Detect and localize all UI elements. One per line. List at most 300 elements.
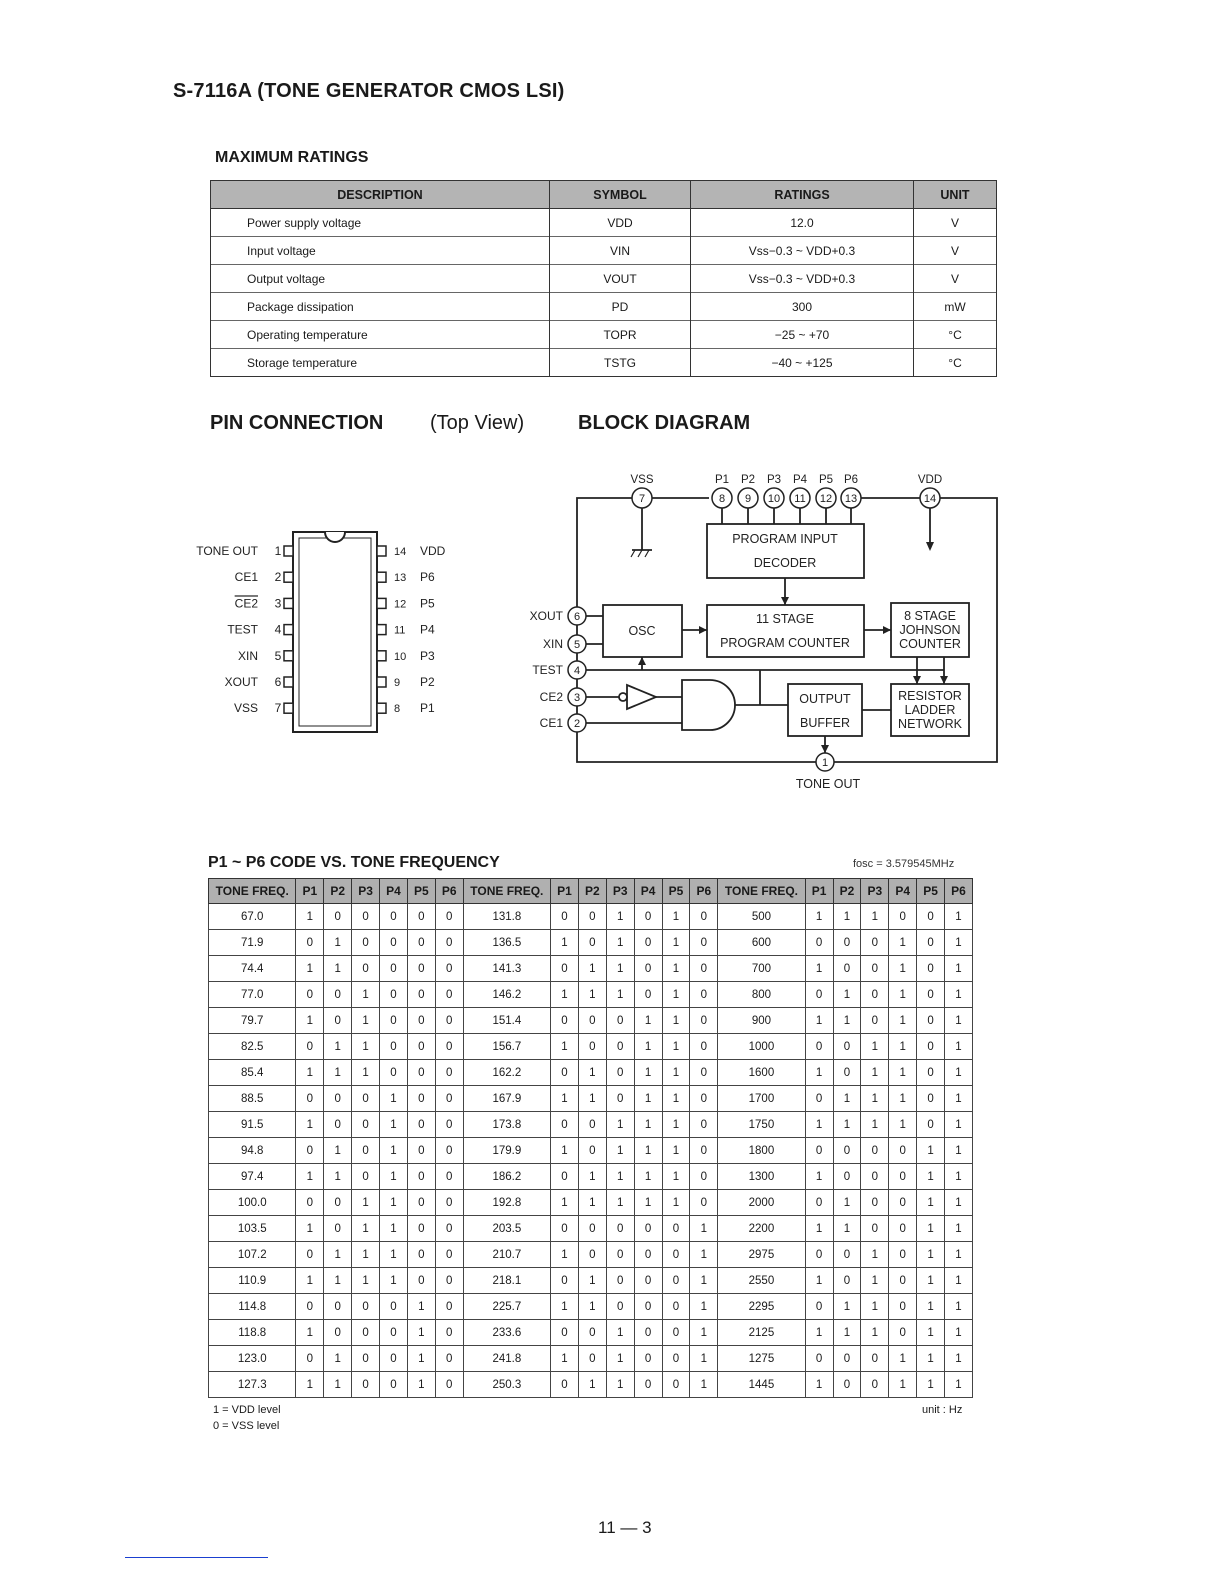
column-header: P6 [435, 879, 463, 904]
column-header: P2 [833, 879, 861, 904]
code-bit-cell: 1 [944, 904, 972, 930]
code-bit-cell: 1 [917, 1216, 945, 1242]
code-bit-cell: 1 [917, 1268, 945, 1294]
code-bit-cell: 1 [833, 1112, 861, 1138]
code-bit-cell: 0 [296, 1346, 324, 1372]
code-bit-cell: 0 [889, 1294, 917, 1320]
pin-connection-diagram [180, 525, 480, 740]
code-bit-cell: 1 [889, 1372, 917, 1398]
code-bit-cell: 1 [833, 1294, 861, 1320]
code-bit-cell: 1 [690, 1268, 718, 1294]
code-bit-cell: 1 [380, 1242, 408, 1268]
code-bit-cell: 0 [296, 1294, 324, 1320]
code-bit-cell: 0 [833, 1164, 861, 1190]
code-bit-cell: 1 [833, 1190, 861, 1216]
code-bit-cell: 1 [944, 956, 972, 982]
code-bit-cell: 0 [352, 904, 380, 930]
code-bit-cell: 1 [917, 1320, 945, 1346]
code-bit-cell: 1 [606, 956, 634, 982]
code-bit-cell: 1 [805, 1268, 833, 1294]
osc-label: OSC [628, 624, 656, 638]
table-row [209, 1216, 973, 1242]
code-bit-cell: 1 [551, 982, 579, 1008]
column-header: P1 [551, 879, 579, 904]
code-bit-cell: 1 [380, 1216, 408, 1242]
code-bit-cell: 1 [380, 1268, 408, 1294]
code-bit-cell: 0 [861, 1346, 889, 1372]
code-bit-cell: 0 [690, 1112, 718, 1138]
pin-lead [377, 546, 386, 556]
code-bit-cell: 1 [634, 1138, 662, 1164]
frequency-cell: 88.5 [209, 1086, 296, 1112]
code-bit-cell: 1 [352, 1008, 380, 1034]
code-bit-cell: 0 [551, 1008, 579, 1034]
code-bit-cell: 1 [690, 1294, 718, 1320]
pin-lead [377, 703, 386, 713]
frequency-cell: 203.5 [463, 1216, 550, 1242]
frequency-cell: 186.2 [463, 1164, 550, 1190]
column-header: P2 [578, 879, 606, 904]
code-bit-cell: 0 [435, 1008, 463, 1034]
frequency-cell: 800 [718, 982, 805, 1008]
code-bit-cell: 1 [380, 1190, 408, 1216]
code-bit-cell: 1 [861, 1060, 889, 1086]
frequency-cell: 77.0 [209, 982, 296, 1008]
pin-label: TEST [532, 663, 563, 677]
frequency-cell: 146.2 [463, 982, 550, 1008]
ladder-label-2: LADDER [904, 703, 956, 717]
code-bit-cell: 0 [324, 982, 352, 1008]
code-bit-cell: 0 [578, 1242, 606, 1268]
code-bit-cell: 0 [551, 1372, 579, 1398]
pin-label: P5 [420, 596, 435, 611]
table-row [211, 293, 997, 321]
code-bit-cell: 1 [944, 1346, 972, 1372]
code-bit-cell: 1 [551, 1242, 579, 1268]
code-bit-cell: 1 [296, 956, 324, 982]
code-bit-cell: 0 [551, 1060, 579, 1086]
code-bit-cell: 1 [606, 1138, 634, 1164]
code-bit-cell: 1 [917, 1242, 945, 1268]
pin-number: 9 [744, 493, 752, 505]
code-bit-cell: 1 [578, 1060, 606, 1086]
pin-label: XIN [542, 637, 563, 651]
code-bit-cell: 1 [690, 1320, 718, 1346]
code-bit-cell: 0 [380, 1294, 408, 1320]
table-row [209, 1242, 973, 1268]
code-bit-cell: 0 [690, 982, 718, 1008]
code-bit-cell: 1 [944, 1086, 972, 1112]
table-cell: Storage temperature [211, 349, 550, 377]
p4-label: P4 [792, 474, 808, 486]
code-bit-cell: 0 [606, 1060, 634, 1086]
code-bit-cell: 0 [606, 1086, 634, 1112]
code-bit-cell: 0 [889, 1190, 917, 1216]
code-bit-cell: 0 [805, 1294, 833, 1320]
code-bit-cell: 0 [435, 956, 463, 982]
code-bit-cell: 0 [833, 1346, 861, 1372]
pin-number: 9 [394, 677, 401, 689]
code-bit-cell: 0 [435, 1034, 463, 1060]
code-bit-cell: 0 [324, 1008, 352, 1034]
code-bit-cell: 0 [861, 956, 889, 982]
code-bit-cell: 0 [296, 930, 324, 956]
table-row [209, 1372, 973, 1398]
code-bit-cell: 0 [861, 1164, 889, 1190]
code-bit-cell: 0 [606, 1008, 634, 1034]
code-bit-cell: 0 [833, 956, 861, 982]
code-bit-cell: 1 [380, 1112, 408, 1138]
code-bit-cell: 1 [861, 904, 889, 930]
code-bit-cell: 0 [380, 982, 408, 1008]
frequency-cell: 1445 [718, 1372, 805, 1398]
code-bit-cell: 1 [805, 904, 833, 930]
frequency-cell: 131.8 [463, 904, 550, 930]
code-bit-cell: 1 [662, 904, 690, 930]
tone-out-label: TONE OUT [795, 777, 861, 791]
code-bit-cell: 1 [833, 1008, 861, 1034]
code-bit-cell: 1 [917, 1164, 945, 1190]
code-bit-cell: 0 [917, 982, 945, 1008]
code-bit-cell: 0 [296, 1242, 324, 1268]
frequency-cell: 700 [718, 956, 805, 982]
table-cell: VOUT [550, 265, 691, 293]
code-bit-cell: 1 [634, 1112, 662, 1138]
code-bit-cell: 0 [407, 956, 435, 982]
code-bit-cell: 1 [606, 904, 634, 930]
pin-label: CE1 [539, 716, 563, 730]
code-bit-cell: 0 [606, 1268, 634, 1294]
code-bit-cell: 0 [352, 1294, 380, 1320]
code-bit-cell: 0 [296, 1190, 324, 1216]
code-bit-cell: 0 [296, 1034, 324, 1060]
code-bit-cell: 1 [861, 1320, 889, 1346]
code-bit-cell: 1 [861, 1242, 889, 1268]
column-header: P3 [861, 879, 889, 904]
code-bit-cell: 1 [296, 1008, 324, 1034]
code-bit-cell: 1 [889, 1346, 917, 1372]
tone-out-pin-number: 1 [821, 757, 829, 769]
code-bit-cell: 0 [805, 1190, 833, 1216]
code-bit-cell: 0 [380, 1372, 408, 1398]
pin-connection-heading: PIN CONNECTION [210, 412, 384, 434]
code-bit-cell: 1 [833, 982, 861, 1008]
column-header: P4 [380, 879, 408, 904]
code-bit-cell: 0 [833, 930, 861, 956]
code-bit-cell: 1 [833, 1086, 861, 1112]
code-bit-cell: 1 [917, 1346, 945, 1372]
frequency-cell: 71.9 [209, 930, 296, 956]
code-bit-cell: 0 [324, 1112, 352, 1138]
code-bit-cell: 0 [296, 1138, 324, 1164]
frequency-cell: 151.4 [463, 1008, 550, 1034]
code-bit-cell: 0 [690, 956, 718, 982]
code-bit-cell: 1 [889, 1086, 917, 1112]
code-bit-cell: 0 [917, 956, 945, 982]
code-bit-cell: 1 [606, 1164, 634, 1190]
frequency-cell: 1600 [718, 1060, 805, 1086]
code-bit-cell: 1 [296, 1320, 324, 1346]
code-bit-cell: 0 [407, 1242, 435, 1268]
code-bit-cell: 1 [551, 930, 579, 956]
frequency-cell: 167.9 [463, 1086, 550, 1112]
table-cell: mW [914, 293, 997, 321]
frequency-cell: 225.7 [463, 1294, 550, 1320]
frequency-cell: 192.8 [463, 1190, 550, 1216]
code-bit-cell: 0 [805, 930, 833, 956]
frequency-cell: 2295 [718, 1294, 805, 1320]
code-bit-cell: 0 [861, 1008, 889, 1034]
code-bit-cell: 0 [861, 1138, 889, 1164]
code-bit-cell: 0 [690, 930, 718, 956]
code-bit-cell: 0 [296, 982, 324, 1008]
code-bit-cell: 1 [805, 1008, 833, 1034]
code-bit-cell: 0 [407, 930, 435, 956]
table-row [209, 1294, 973, 1320]
fosc-note: fosc = 3.579545MHz [853, 858, 955, 870]
pin-label: VSS [233, 701, 258, 716]
code-bit-cell: 0 [324, 1086, 352, 1112]
code-bit-cell: 0 [578, 1138, 606, 1164]
pin-number: 3 [274, 596, 282, 611]
note-level-1: 1 = VDD level [213, 1404, 281, 1416]
code-bit-cell: 0 [407, 1034, 435, 1060]
code-bit-cell: 1 [352, 1190, 380, 1216]
code-bit-cell: 0 [578, 930, 606, 956]
frequency-cell: 500 [718, 904, 805, 930]
code-bit-cell: 1 [662, 1138, 690, 1164]
code-bit-cell: 0 [917, 904, 945, 930]
code-bit-cell: 0 [805, 1138, 833, 1164]
frequency-cell: 141.3 [463, 956, 550, 982]
code-bit-cell: 1 [352, 982, 380, 1008]
ladder-label-3: NETWORK [898, 717, 962, 731]
code-bit-cell: 0 [324, 1320, 352, 1346]
pin-lead [377, 625, 386, 635]
code-bit-cell: 0 [634, 1346, 662, 1372]
table-cell: °C [914, 321, 997, 349]
pin-label: P2 [420, 675, 435, 689]
code-bit-cell: 1 [944, 1216, 972, 1242]
code-bit-cell: 0 [551, 1164, 579, 1190]
table-row [209, 1112, 973, 1138]
column-header: P5 [662, 879, 690, 904]
code-bit-cell: 1 [662, 1086, 690, 1112]
code-bit-cell: 0 [380, 930, 408, 956]
table-cell: V [914, 237, 997, 265]
code-bit-cell: 1 [606, 930, 634, 956]
code-bit-cell: 1 [606, 982, 634, 1008]
code-bit-cell: 0 [435, 1112, 463, 1138]
frequency-cell: 85.4 [209, 1060, 296, 1086]
code-bit-cell: 1 [606, 1346, 634, 1372]
ic-package-inner [299, 538, 371, 726]
frequency-cell: 2550 [718, 1268, 805, 1294]
frequency-cell: 1700 [718, 1086, 805, 1112]
johnson-label-2: JOHNSON [899, 623, 961, 637]
code-bit-cell: 1 [324, 1138, 352, 1164]
table-cell: 300 [691, 293, 914, 321]
code-bit-cell: 1 [944, 1112, 972, 1138]
code-bit-cell: 0 [407, 1060, 435, 1086]
code-bit-cell: 0 [917, 1034, 945, 1060]
pin-lead [377, 677, 386, 687]
code-bit-cell: 0 [634, 1372, 662, 1398]
code-bit-cell: 1 [324, 1060, 352, 1086]
table-cell: PD [550, 293, 691, 321]
code-bit-cell: 0 [662, 1320, 690, 1346]
code-bit-cell: 0 [833, 1372, 861, 1398]
code-bit-cell: 0 [690, 1034, 718, 1060]
code-bit-cell: 1 [917, 1372, 945, 1398]
code-bit-cell: 0 [578, 1034, 606, 1060]
code-bit-cell: 1 [944, 1190, 972, 1216]
code-bit-cell: 1 [861, 1112, 889, 1138]
pin-number: 6 [274, 675, 282, 689]
code-bit-cell: 1 [690, 1346, 718, 1372]
frequency-cell: 118.8 [209, 1320, 296, 1346]
code-bit-cell: 0 [407, 1086, 435, 1112]
table-row [211, 321, 997, 349]
pin-lead [377, 598, 386, 608]
column-header: P3 [606, 879, 634, 904]
frequency-cell: 114.8 [209, 1294, 296, 1320]
code-bit-cell: 0 [805, 1346, 833, 1372]
pin-number: 8 [718, 493, 726, 505]
code-bit-cell: 1 [889, 956, 917, 982]
code-bit-cell: 0 [578, 1216, 606, 1242]
table-row [211, 265, 997, 293]
unit-note: unit : Hz [922, 1404, 963, 1416]
code-bit-cell: 1 [634, 1060, 662, 1086]
code-bit-cell: 0 [380, 1008, 408, 1034]
code-bit-cell: 0 [833, 1268, 861, 1294]
column-header: P1 [805, 879, 833, 904]
code-bit-cell: 1 [805, 1164, 833, 1190]
code-bit-cell: 1 [917, 1190, 945, 1216]
pin-number: 10 [767, 493, 781, 505]
code-bit-cell: 0 [435, 1294, 463, 1320]
frequency-cell: 91.5 [209, 1112, 296, 1138]
code-bit-cell: 1 [324, 1372, 352, 1398]
table-row [211, 237, 997, 265]
code-bit-cell: 1 [296, 1060, 324, 1086]
frequency-cell: 173.8 [463, 1112, 550, 1138]
code-bit-cell: 1 [833, 1216, 861, 1242]
code-bit-cell: 0 [833, 1060, 861, 1086]
frequency-cell: 1800 [718, 1138, 805, 1164]
max-ratings-heading: MAXIMUM RATINGS [215, 149, 369, 166]
code-bit-cell: 0 [917, 1112, 945, 1138]
decoder-label-2: DECODER [753, 556, 817, 570]
pin-lead [284, 625, 293, 635]
pin-label: TEST [227, 622, 258, 637]
table-row [211, 349, 997, 377]
code-bit-cell: 0 [352, 1346, 380, 1372]
code-bit-cell: 0 [690, 1138, 718, 1164]
column-header: P4 [889, 879, 917, 904]
pin-label: CE1 [234, 570, 258, 585]
code-bit-cell: 0 [551, 956, 579, 982]
code-bit-cell: 0 [435, 1372, 463, 1398]
code-bit-cell: 1 [324, 1268, 352, 1294]
frequency-cell: 107.2 [209, 1242, 296, 1268]
table-row [209, 1164, 973, 1190]
p5-label: P5 [818, 474, 834, 486]
code-bit-cell: 1 [407, 1372, 435, 1398]
pin-label: XIN [237, 648, 258, 663]
code-bit-cell: 0 [833, 1034, 861, 1060]
code-bit-cell: 1 [690, 1242, 718, 1268]
vss-label: VSS [630, 474, 654, 486]
code-bit-cell: 1 [352, 1060, 380, 1086]
pin-lead [284, 651, 293, 661]
frequency-cell: 67.0 [209, 904, 296, 930]
code-bit-cell: 0 [352, 1086, 380, 1112]
code-bit-cell: 0 [352, 1320, 380, 1346]
code-bit-cell: 1 [634, 1086, 662, 1112]
code-bit-cell: 0 [380, 956, 408, 982]
pin-number: 12 [819, 493, 833, 505]
code-bit-cell: 0 [662, 1372, 690, 1398]
frequency-cell: 110.9 [209, 1268, 296, 1294]
code-bit-cell: 1 [662, 982, 690, 1008]
code-bit-cell: 0 [634, 930, 662, 956]
code-bit-cell: 1 [606, 1320, 634, 1346]
frequency-cell: 100.0 [209, 1190, 296, 1216]
code-bit-cell: 1 [889, 1112, 917, 1138]
code-bit-cell: 0 [352, 1164, 380, 1190]
code-bit-cell: 0 [435, 1086, 463, 1112]
code-bit-cell: 0 [634, 904, 662, 930]
code-bit-cell: 0 [917, 1086, 945, 1112]
output-label-2: BUFFER [800, 716, 850, 730]
frequency-cell: 1000 [718, 1034, 805, 1060]
table-row [209, 1268, 973, 1294]
pin-number: 14 [394, 546, 407, 558]
code-bit-cell: 0 [861, 1190, 889, 1216]
code-bit-cell: 0 [352, 1138, 380, 1164]
code-bit-cell: 1 [889, 1034, 917, 1060]
code-bit-cell: 0 [634, 1294, 662, 1320]
and-gate [682, 680, 735, 730]
code-bit-cell: 1 [662, 1034, 690, 1060]
pin-lead [284, 546, 293, 556]
table-cell: Vss−0.3 ~ VDD+0.3 [691, 237, 914, 265]
column-header: P3 [352, 879, 380, 904]
code-bit-cell: 0 [380, 1034, 408, 1060]
frequency-cell: 162.2 [463, 1060, 550, 1086]
table-cell: Output voltage [211, 265, 550, 293]
table-cell: TOPR [550, 321, 691, 349]
code-bit-cell: 0 [606, 1216, 634, 1242]
code-bit-cell: 1 [634, 1034, 662, 1060]
code-bit-cell: 1 [551, 1034, 579, 1060]
code-bit-cell: 0 [407, 1268, 435, 1294]
table-cell: °C [914, 349, 997, 377]
code-bit-cell: 0 [634, 982, 662, 1008]
code-bit-cell: 1 [690, 1216, 718, 1242]
code-bit-cell: 0 [805, 1242, 833, 1268]
table-row [209, 1008, 973, 1034]
frequency-cell: 179.9 [463, 1138, 550, 1164]
tone-frequency-table [208, 878, 973, 1398]
code-bit-cell: 0 [578, 1346, 606, 1372]
code-bit-cell: 1 [380, 1138, 408, 1164]
table-header-row [211, 181, 997, 209]
table-row [209, 1138, 973, 1164]
code-bit-cell: 1 [578, 1086, 606, 1112]
